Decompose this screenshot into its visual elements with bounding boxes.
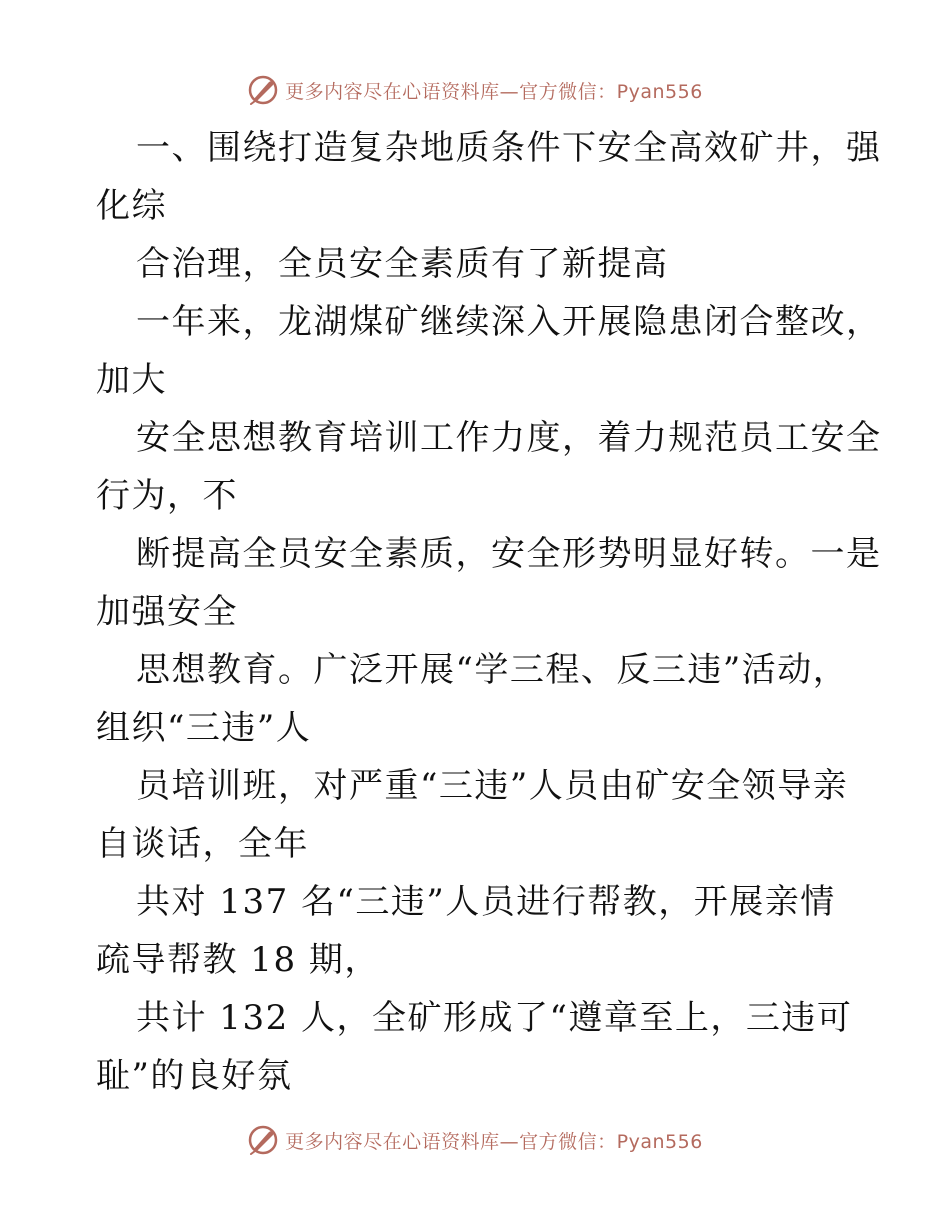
footer-banner-content <box>247 1124 703 1156</box>
quill-pen-logo-icon <box>247 74 279 106</box>
text-line: 组织“三违”人 <box>96 708 312 748</box>
text-line: 安全思想教育培训工作力度，着力规范员工安全 <box>136 418 882 458</box>
footer-banner <box>0 1120 950 1160</box>
text-line: 化综 <box>96 186 167 226</box>
text-line: 共计 132 人，全矿形成了“遵章至上，三违可 <box>136 998 853 1038</box>
text-line: 断提高全员安全素质，安全形势明显好转。一是 <box>136 534 882 574</box>
header-banner <box>0 70 950 110</box>
text-line: 员培训班，对严重“三违”人员由矿安全领导亲 <box>136 766 849 806</box>
quill-pen-logo-icon <box>247 1124 279 1156</box>
text-line: 耻”的良好氛 <box>96 1056 293 1096</box>
text-line: 一年来，龙湖煤矿继续深入开展隐患闭合整改， <box>136 302 882 342</box>
text-line: 自谈话，全年 <box>96 824 309 864</box>
text-line: 合治理，全员安全素质有了新提高 <box>136 244 669 284</box>
text-line: 疏导帮教 18 期， <box>96 940 380 980</box>
header-banner-text: 更多内容尽在心语资料库—官方微信：Pyan556 <box>285 80 703 103</box>
text-line: 思想教育。广泛开展“学三程、反三违”活动， <box>136 650 849 690</box>
footer-banner-text: 更多内容尽在心语资料库—官方微信：Pyan556 <box>285 1130 703 1153</box>
text-line: 行为，不 <box>96 476 238 516</box>
header-banner-content <box>247 74 703 106</box>
text-line: 加强安全 <box>96 592 238 632</box>
text-line: 共对 137 名“三违”人员进行帮教，开展亲情 <box>136 882 836 922</box>
text-line: 一、围绕打造复杂地质条件下安全高效矿井，强 <box>136 128 882 168</box>
text-line: 加大 <box>96 360 167 400</box>
